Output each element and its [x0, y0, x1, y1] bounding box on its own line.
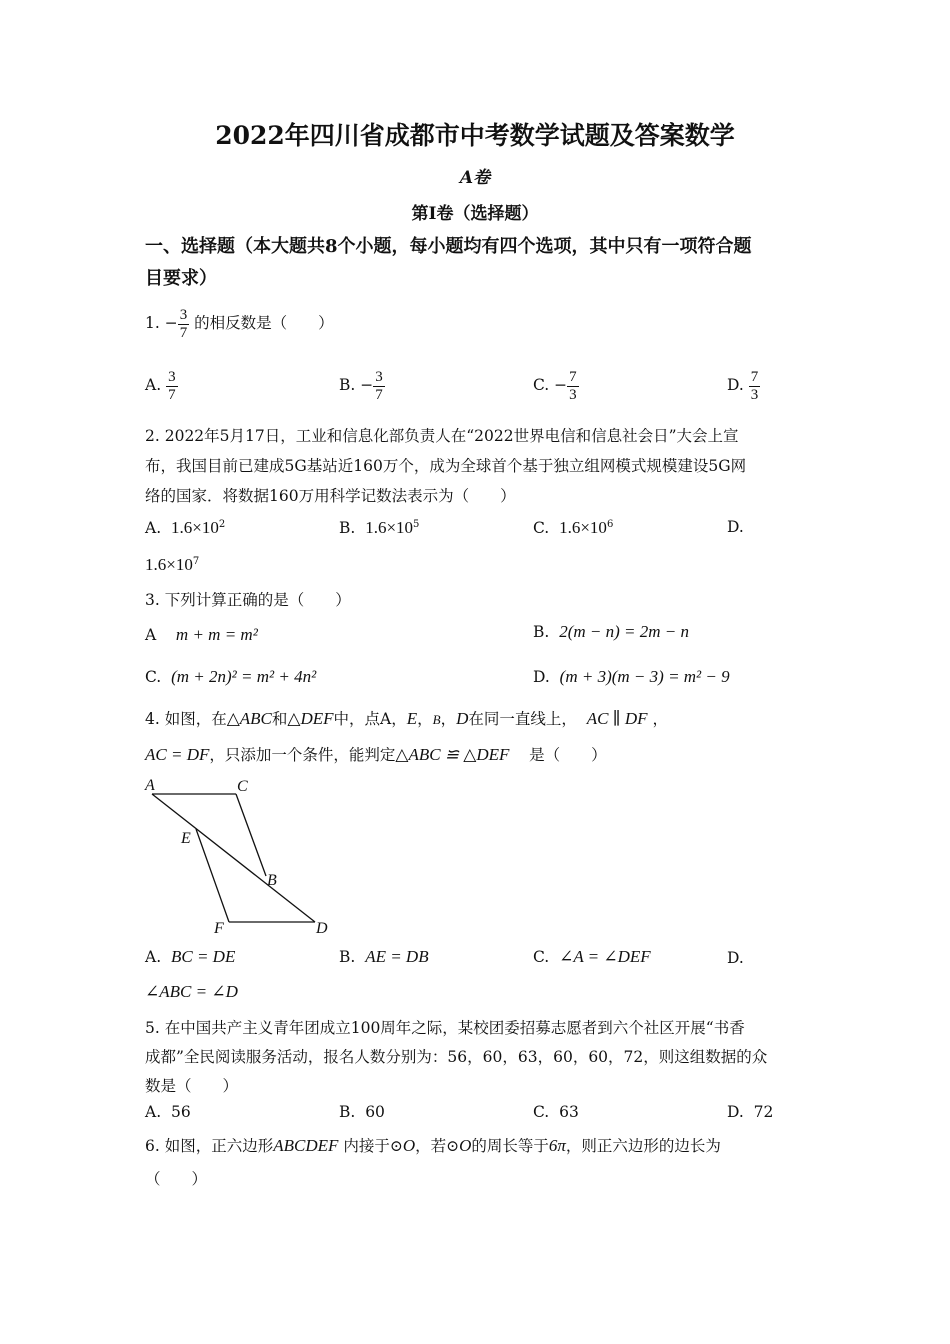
q2-line3: 络的国家．将数据160万用科学记数法表示为（ ） [145, 487, 516, 505]
frac-num: 7 [569, 368, 577, 385]
q1-frac-den: 7 [179, 324, 188, 341]
q1-option-c [533, 363, 579, 407]
option-label: B. [533, 623, 550, 641]
q1-option-d [727, 363, 760, 407]
option-label: A [145, 626, 157, 644]
q4-text: ， [417, 710, 433, 728]
option-expr: ∠A = ∠DEF [559, 947, 651, 966]
frac-sign: − [360, 376, 374, 394]
option-label: C. [533, 376, 550, 394]
q4-parallel-condition: AC ∥ DF [586, 709, 648, 728]
frac-num: 3 [375, 368, 383, 385]
segment-ef [196, 829, 229, 922]
q6-line1 [145, 1134, 721, 1156]
option-value: 72 [753, 1103, 774, 1121]
option-expr: ∠ABC = ∠D [145, 982, 238, 1001]
option-label: C. [533, 948, 550, 966]
q5-line2: 成都”全民阅读服务活动，报名人数分别为：56，60，63，60，60，72，则这组数据的众 [145, 1048, 768, 1066]
q4-line2 [145, 743, 607, 765]
frac-den: 7 [375, 386, 383, 403]
option-label: D. [727, 376, 744, 394]
option-exp: 6 [606, 518, 614, 530]
q1-option-a [145, 363, 178, 407]
label-f: F [214, 920, 224, 937]
q1-frac-sign: − [164, 314, 178, 332]
q5-line1: 5. 在中国共产主义青年团成立100周年之际，某校团委招募志愿者到六个社区开展“书香 [145, 1019, 745, 1037]
option-label: A. [145, 1103, 162, 1121]
q4-line1 [145, 707, 668, 729]
q1-fraction [178, 307, 190, 342]
option-expr: 1.6×10 [365, 518, 414, 537]
q4-text: 是（ ） [529, 746, 607, 764]
option-label: B. [339, 1103, 356, 1121]
label-a: A [145, 777, 155, 794]
option-value: 63 [559, 1103, 579, 1121]
q1-option-b [339, 363, 385, 407]
frac-num: 3 [168, 368, 176, 385]
q6-hexagon: ABCDEF [273, 1136, 339, 1155]
q2-option-b [339, 518, 419, 538]
q1-option-a-fraction [166, 369, 178, 404]
q5-option-a [145, 1103, 191, 1121]
option-exp: 2 [218, 518, 226, 530]
q4-text: 在同一直线上， [468, 710, 577, 728]
q4-congruence: △ABC ≌ △DEF [395, 745, 510, 764]
q6-text: 6. 如图，正六边形 [145, 1137, 274, 1155]
q4-triangle-def: △DEF [287, 709, 334, 728]
label-e: E [181, 830, 191, 847]
q3-option-a [145, 625, 258, 645]
option-label: B. [339, 948, 356, 966]
frac-den: 7 [168, 386, 176, 403]
option-expr: 1.6×10 [170, 518, 219, 537]
q6-text: ，则正六边形的边长为 [565, 1137, 721, 1155]
q6-circumference: 6π [548, 1136, 566, 1155]
q4-point-d: D [456, 709, 469, 728]
option-expr: 2(m − n) = 2m − n [559, 622, 689, 641]
q4-text: ， [440, 710, 457, 728]
q3-option-d [533, 667, 730, 687]
option-expr: AE = DB [365, 947, 429, 966]
page-title: 2022年四川省成都市中考数学试题及答案数学 [215, 121, 735, 150]
q6-text: 的周长等于 [471, 1137, 549, 1155]
q4-equal-condition: AC = DF [145, 745, 210, 764]
frac-den: 3 [750, 386, 759, 403]
option-expr: (m + 2n)² = m² + 4n² [171, 667, 317, 686]
frac-num: 7 [750, 368, 759, 385]
q4-text: ， [652, 710, 668, 728]
q2-line1: 2. 2022年5月17日，工业和信息化部负责人在“2022世界电信和信息社会日”大会上宣 [145, 427, 739, 445]
q6-text: 内接于⊙ [343, 1137, 403, 1155]
q1-option-d-fraction [749, 369, 761, 404]
q6-text: ，若⊙ [415, 1137, 460, 1155]
q3-option-b [533, 622, 689, 642]
option-label: A. [145, 376, 162, 394]
label-d: D [316, 920, 328, 937]
option-value: 56 [170, 1103, 191, 1121]
q4-option-c [533, 947, 651, 967]
q6-line2: （ ） [145, 1170, 208, 1188]
q2-line2: 布，我国目前已建成5G基站近160万个，成为全球首个基于独立组网模式规模建设5G网 [145, 457, 747, 475]
option-label: A. [145, 519, 162, 537]
q1-frac-num: 3 [179, 306, 188, 323]
q4-text: 中，点A， [333, 710, 407, 728]
option-expr: (m + 3)(m − 3) = m² − 9 [559, 667, 730, 686]
frac-den: 3 [569, 386, 577, 403]
option-label: A. [145, 948, 162, 966]
section-heading-line1: 一、选择题（本大题共8个小题，每小题均有四个选项，其中只有一项符合题 [145, 236, 752, 257]
option-expr: 1.6×10 [559, 518, 607, 537]
q1-option-b-fraction [373, 369, 385, 404]
frac-sign: − [554, 376, 568, 394]
volume-text: A卷 [459, 168, 491, 188]
q4-figure [140, 772, 340, 937]
option-label: C. [533, 519, 550, 537]
q2-option-c [533, 518, 613, 538]
q4-triangle-abc: △ABC [226, 709, 272, 728]
option-expr: 1.6×10 [145, 555, 193, 574]
option-label: B. [339, 519, 356, 537]
option-exp: 7 [192, 555, 200, 567]
q4-text: 和 [271, 710, 288, 728]
option-label: C. [533, 1103, 550, 1121]
option-label: C. [145, 668, 162, 686]
q6-circle-o: O [459, 1136, 472, 1155]
option-label: B. [339, 376, 356, 394]
segment-ad [152, 794, 315, 922]
section-heading-line2: 目要求） [145, 268, 217, 289]
q4-option-a [145, 947, 235, 967]
volume-label [0, 163, 950, 188]
q5-option-b [339, 1103, 385, 1121]
option-label: D. [533, 668, 550, 686]
q5-option-c [533, 1103, 579, 1121]
q2-option-d-value [145, 555, 199, 575]
q1-option-c-fraction [567, 369, 579, 404]
q5-option-d [727, 1103, 773, 1121]
label-c: C [237, 778, 248, 795]
q4-option-d-label: D. [727, 949, 744, 967]
q2-option-d-label: D. [727, 518, 744, 536]
q1-number: 1. [145, 314, 160, 332]
q4-point-b: B [432, 712, 441, 727]
q3-option-c [145, 667, 316, 687]
option-exp: 5 [413, 518, 420, 530]
option-expr: BC = DE [170, 947, 236, 966]
q5-line3: 数是（ ） [145, 1077, 239, 1095]
q4-point-e: E [406, 709, 418, 728]
q4-text: 4. 如图，在 [145, 710, 227, 728]
option-label: D. [727, 1103, 744, 1121]
q3-stem: 3. 下列计算正确的是（ ） [145, 591, 351, 609]
option-value: 60 [365, 1103, 385, 1121]
option-expr: m + m = m² [175, 625, 258, 644]
q2-option-a [145, 518, 225, 538]
q4-option-d-value [145, 982, 238, 1002]
q1-stem-text: 的相反数是（ ） [194, 314, 334, 332]
label-b: B [267, 872, 277, 889]
q1-stem [145, 301, 334, 345]
q4-text: ，只添加一个条件，能判定 [209, 746, 396, 764]
q4-option-b [339, 947, 429, 967]
q6-circle-o: O [402, 1136, 416, 1155]
part-label: 第Ⅰ卷（选择题） [411, 204, 539, 224]
